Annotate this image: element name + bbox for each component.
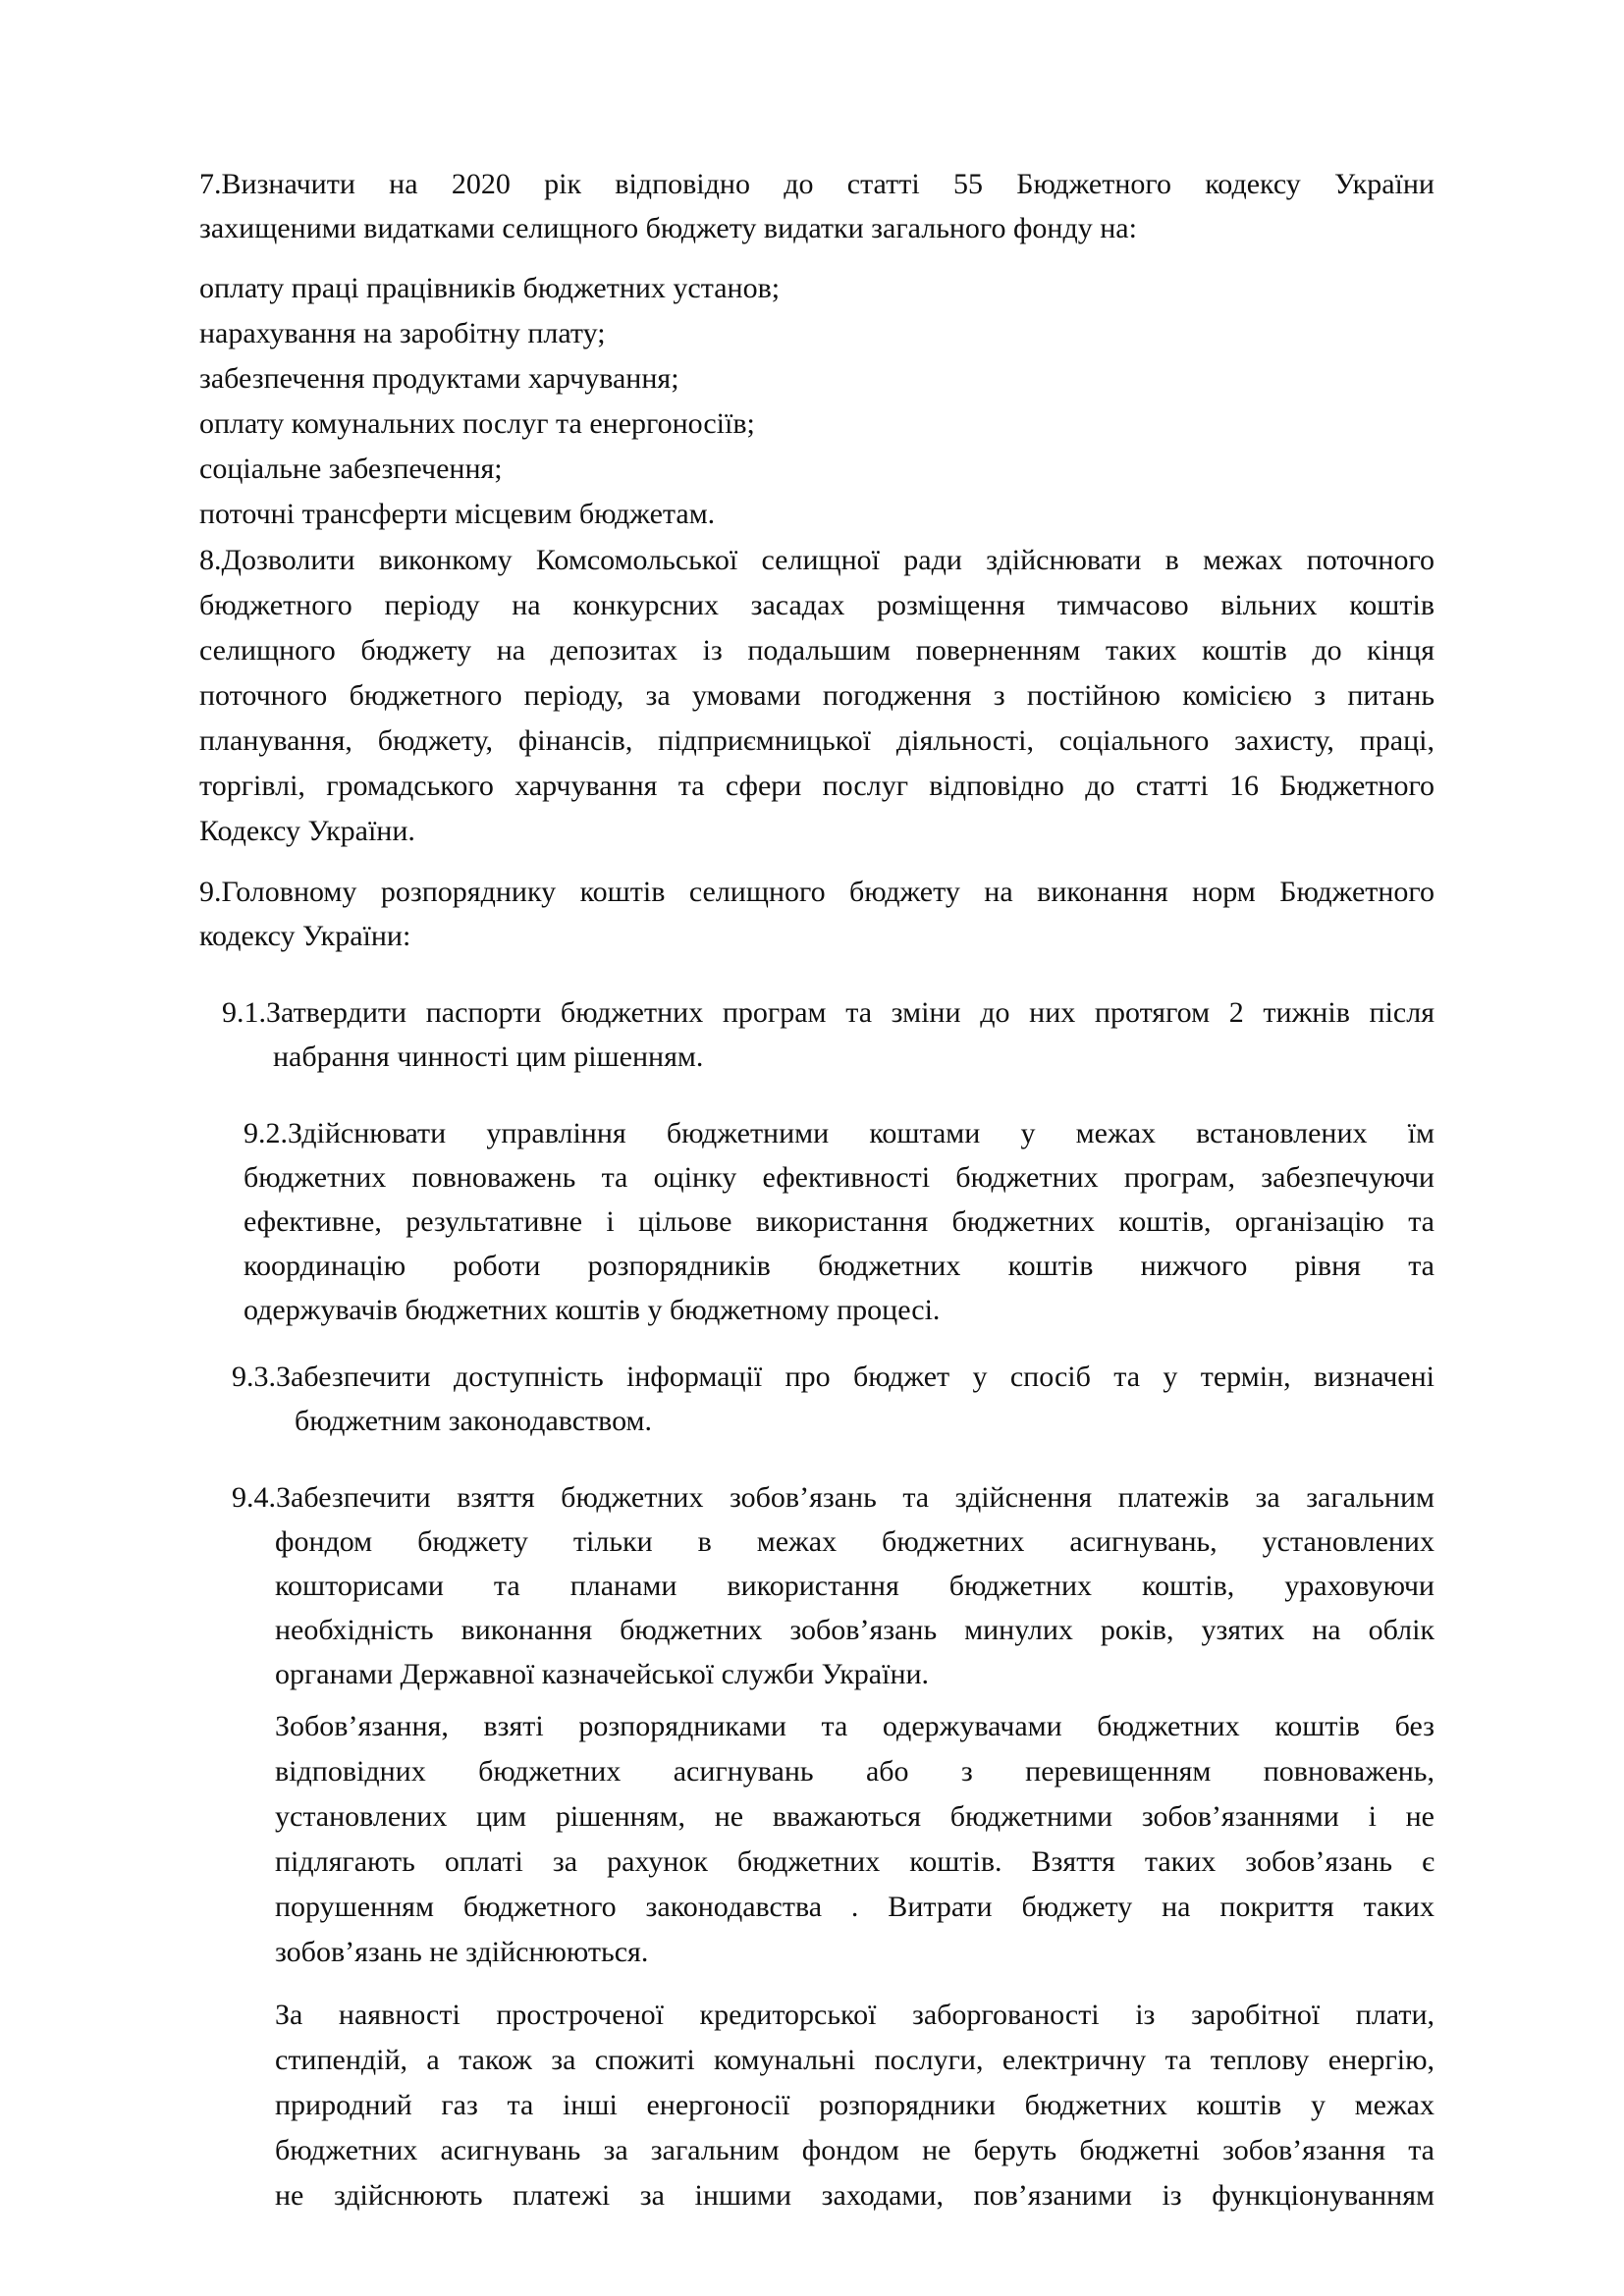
paragraph-7 [199,162,1435,250]
item-9-2-line: бюджетних повноважень та оцінку ефективності бюджетних програм, забезпечуючи [244,1161,1435,1194]
paragraph-8-line: поточного бюджетного періоду, за умовами погодження з постійною комісією з питань [199,679,1435,712]
item-9-1 [222,990,1435,1079]
paragraph-obligations [275,1704,1435,1975]
item-9-2-line: одержувачів бюджетних коштів у бюджетному процесі. [244,1294,941,1326]
paragraph-8-line: планування, бюджету, фінансів, підприємницької діяльності, соціального захисту, праці, [199,724,1435,757]
item-9-4-line: фондом бюджету тільки в межах бюджетних асигнувань, установлених [275,1525,1435,1558]
obligations-line: зобов’язань не здійснюються. [275,1936,649,1968]
paragraph-8-line: бюджетного періоду на конкурсних засадах розміщення тимчасово вільних коштів [199,589,1435,621]
item-9-1-line: 9.1.Затвердити паспорти бюджетних програм та зміни до них протягом 2 тижнів після [222,996,1435,1029]
paragraph-7-line: 7.Визначити на 2020 рік відповідно до статті 55 Бюджетного кодексу України [199,168,1435,200]
item-9-3 [232,1355,1435,1443]
arrears-line: За наявності простроченої кредиторської заборгованості із заробітної плати, [275,1999,1435,2031]
item-9-3-line: бюджетним законодавством. [295,1405,653,1437]
paragraph-9 [199,870,1435,958]
paragraph-9-line: кодексу України: [199,920,411,952]
item-9-4-line: 9.4.Забезпечити взяття бюджетних зобов’язань та здійснення платежів за загальним [232,1481,1435,1514]
arrears-line: стипендій, а також за спожиті комунальні послуги, електричну та теплову енергію, [275,2044,1435,2076]
protected-expenses-list [199,266,1435,537]
obligations-line: відповідних бюджетних асигнувань або з перевищенням повноважень, [275,1755,1435,1788]
list-item: поточні трансферти місцевим бюджетам. [199,498,716,530]
paragraph-8-line: селищного бюджету на депозитах із подальшим поверненням таких коштів до кінця [199,634,1435,667]
paragraph-arrears [275,1993,1435,2218]
item-9-4 [232,1475,1435,1696]
paragraph-8 [199,538,1435,854]
paragraph-8-line: торгівлі, громадського харчування та сфери послуг відповідно до статті 16 Бюджетного [199,770,1435,802]
list-item: соціальне забезпечення; [199,453,503,485]
item-9-2-line: 9.2.Здійснювати управління бюджетними коштами у межах встановлених їм [244,1117,1435,1149]
paragraph-9-line: 9.Головному розпоряднику коштів селищного бюджету на виконання норм Бюджетного [199,876,1435,908]
list-item: оплату праці працівників бюджетних установ; [199,272,781,304]
obligations-line: підлягають оплаті за рахунок бюджетних коштів. Взяття таких зобов’язань є [275,1845,1435,1878]
paragraph-8-line: 8.Дозволити виконкому Комсомольської селищної ради здійснювати в межах поточного [199,544,1435,576]
list-item: оплату комунальних послуг та енергоносіїв; [199,407,755,440]
arrears-line: бюджетних асигнувань за загальним фондом не беруть бюджетні зобов’язання та [275,2134,1435,2166]
list-item: забезпечення продуктами харчування; [199,362,679,395]
arrears-line: не здійснюють платежі за іншими заходами, пов’язаними із функціонуванням [275,2179,1435,2212]
obligations-line: порушенням бюджетного законодавства . Витрати бюджету на покриття таких [275,1891,1435,1923]
item-9-3-line: 9.3.Забезпечити доступність інформації про бюджет у спосіб та у термін, визначені [232,1361,1435,1393]
paragraph-7-line: захищеними видатками селищного бюджету видатки загального фонду на: [199,212,1137,244]
item-9-2-line: координацію роботи розпорядників бюджетних коштів нижчого рівня та [244,1250,1435,1282]
list-item: нарахування на заробітну плату; [199,317,606,349]
item-9-4-line: необхідність виконання бюджетних зобов’язань минулих років, узятих на облік [275,1614,1435,1646]
obligations-line: Зобов’язання, взяті розпорядниками та одержувачами бюджетних коштів без [275,1710,1435,1742]
item-9-2 [244,1111,1435,1332]
item-9-2-line: ефективне, результативне і цільове використання бюджетних коштів, організацію та [244,1205,1435,1238]
item-9-4-line: органами Державної казначейської служби України. [275,1658,930,1690]
arrears-line: природний газ та інші енергоносії розпорядники бюджетних коштів у межах [275,2089,1435,2121]
obligations-line: установлених цим рішенням, не вважаються бюджетними зобов’язаннями і не [275,1800,1435,1833]
paragraph-8-line: Кодексу України. [199,815,415,847]
item-9-4-line: кошторисами та планами використання бюджетних коштів, ураховуючи [275,1570,1435,1602]
item-9-1-line: набрання чинності цим рішенням. [273,1041,704,1073]
